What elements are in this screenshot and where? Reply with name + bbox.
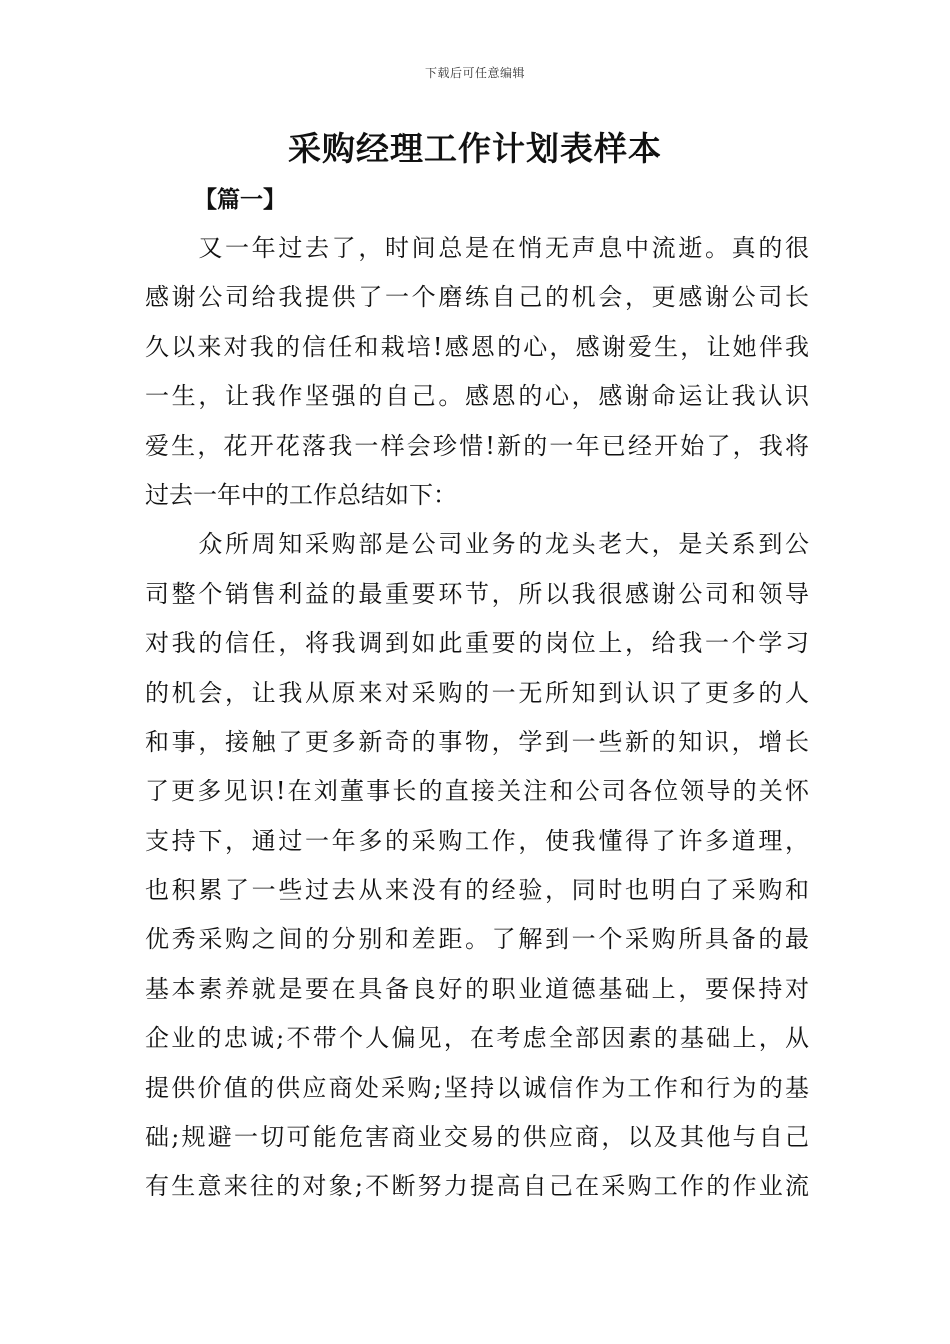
body-line: 了更多见识!在刘董事长的直接关注和公司各位领导的关怀 xyxy=(145,777,809,806)
body-line: 司整个销售利益的最重要环节，所以我很感谢公司和领导 xyxy=(145,579,809,608)
body-line: 有生意来往的对象;不断努力提高自己在采购工作的作业流 xyxy=(145,1172,809,1201)
body-line: 也积累了一些过去从来没有的经验，同时也明白了采购和 xyxy=(145,876,809,905)
page-header-note: 下载后可任意编辑 xyxy=(424,66,525,80)
body-line: 和事，接触了更多新奇的事物，学到一些新的知识，增长 xyxy=(145,727,809,756)
body-line: 久以来对我的信任和栽培!感恩的心，感谢爱生，让她伴我 xyxy=(145,332,809,361)
section-label: 【篇一】 xyxy=(194,187,286,213)
body-line: 基本素养就是要在具备良好的职业道德基础上，要保持对 xyxy=(145,974,809,1003)
body-line: 对我的信任，将我调到如此重要的岗位上，给我一个学习 xyxy=(145,629,809,658)
body-line: 优秀采购之间的分别和差距。了解到一个采购所具备的最 xyxy=(145,925,809,954)
document-title: 采购经理工作计划表样本 xyxy=(288,129,662,168)
body-line: 础;规避一切可能危害商业交易的供应商，以及其他与自己 xyxy=(145,1123,809,1152)
body-line: 的机会，让我从原来对采购的一无所知到认识了更多的人 xyxy=(145,678,809,707)
body-line: 一生，让我作坚强的自己。感恩的心，感谢命运让我认识 xyxy=(145,382,809,411)
document-body xyxy=(145,224,809,1212)
body-line: 众所周知采购部是公司业务的龙头老大，是关系到公 xyxy=(145,530,809,559)
body-line: 企业的忠诚;不带个人偏见，在考虑全部因素的基础上，从 xyxy=(145,1024,809,1053)
body-line: 感谢公司给我提供了一个磨练自己的机会，更感谢公司长 xyxy=(145,283,809,312)
body-line: 又一年过去了，时间总是在悄无声息中流逝。真的很 xyxy=(145,234,809,262)
body-line: 过去一年中的工作总结如下： xyxy=(145,480,457,509)
body-line: 提供价值的供应商处采购;坚持以诚信作为工作和行为的基 xyxy=(145,1073,809,1102)
body-line: 爱生，花开花落我一样会珍惜!新的一年已经开始了，我将 xyxy=(145,431,809,460)
body-line: 支持下，通过一年多的采购工作，使我懂得了许多道理， xyxy=(145,826,809,855)
